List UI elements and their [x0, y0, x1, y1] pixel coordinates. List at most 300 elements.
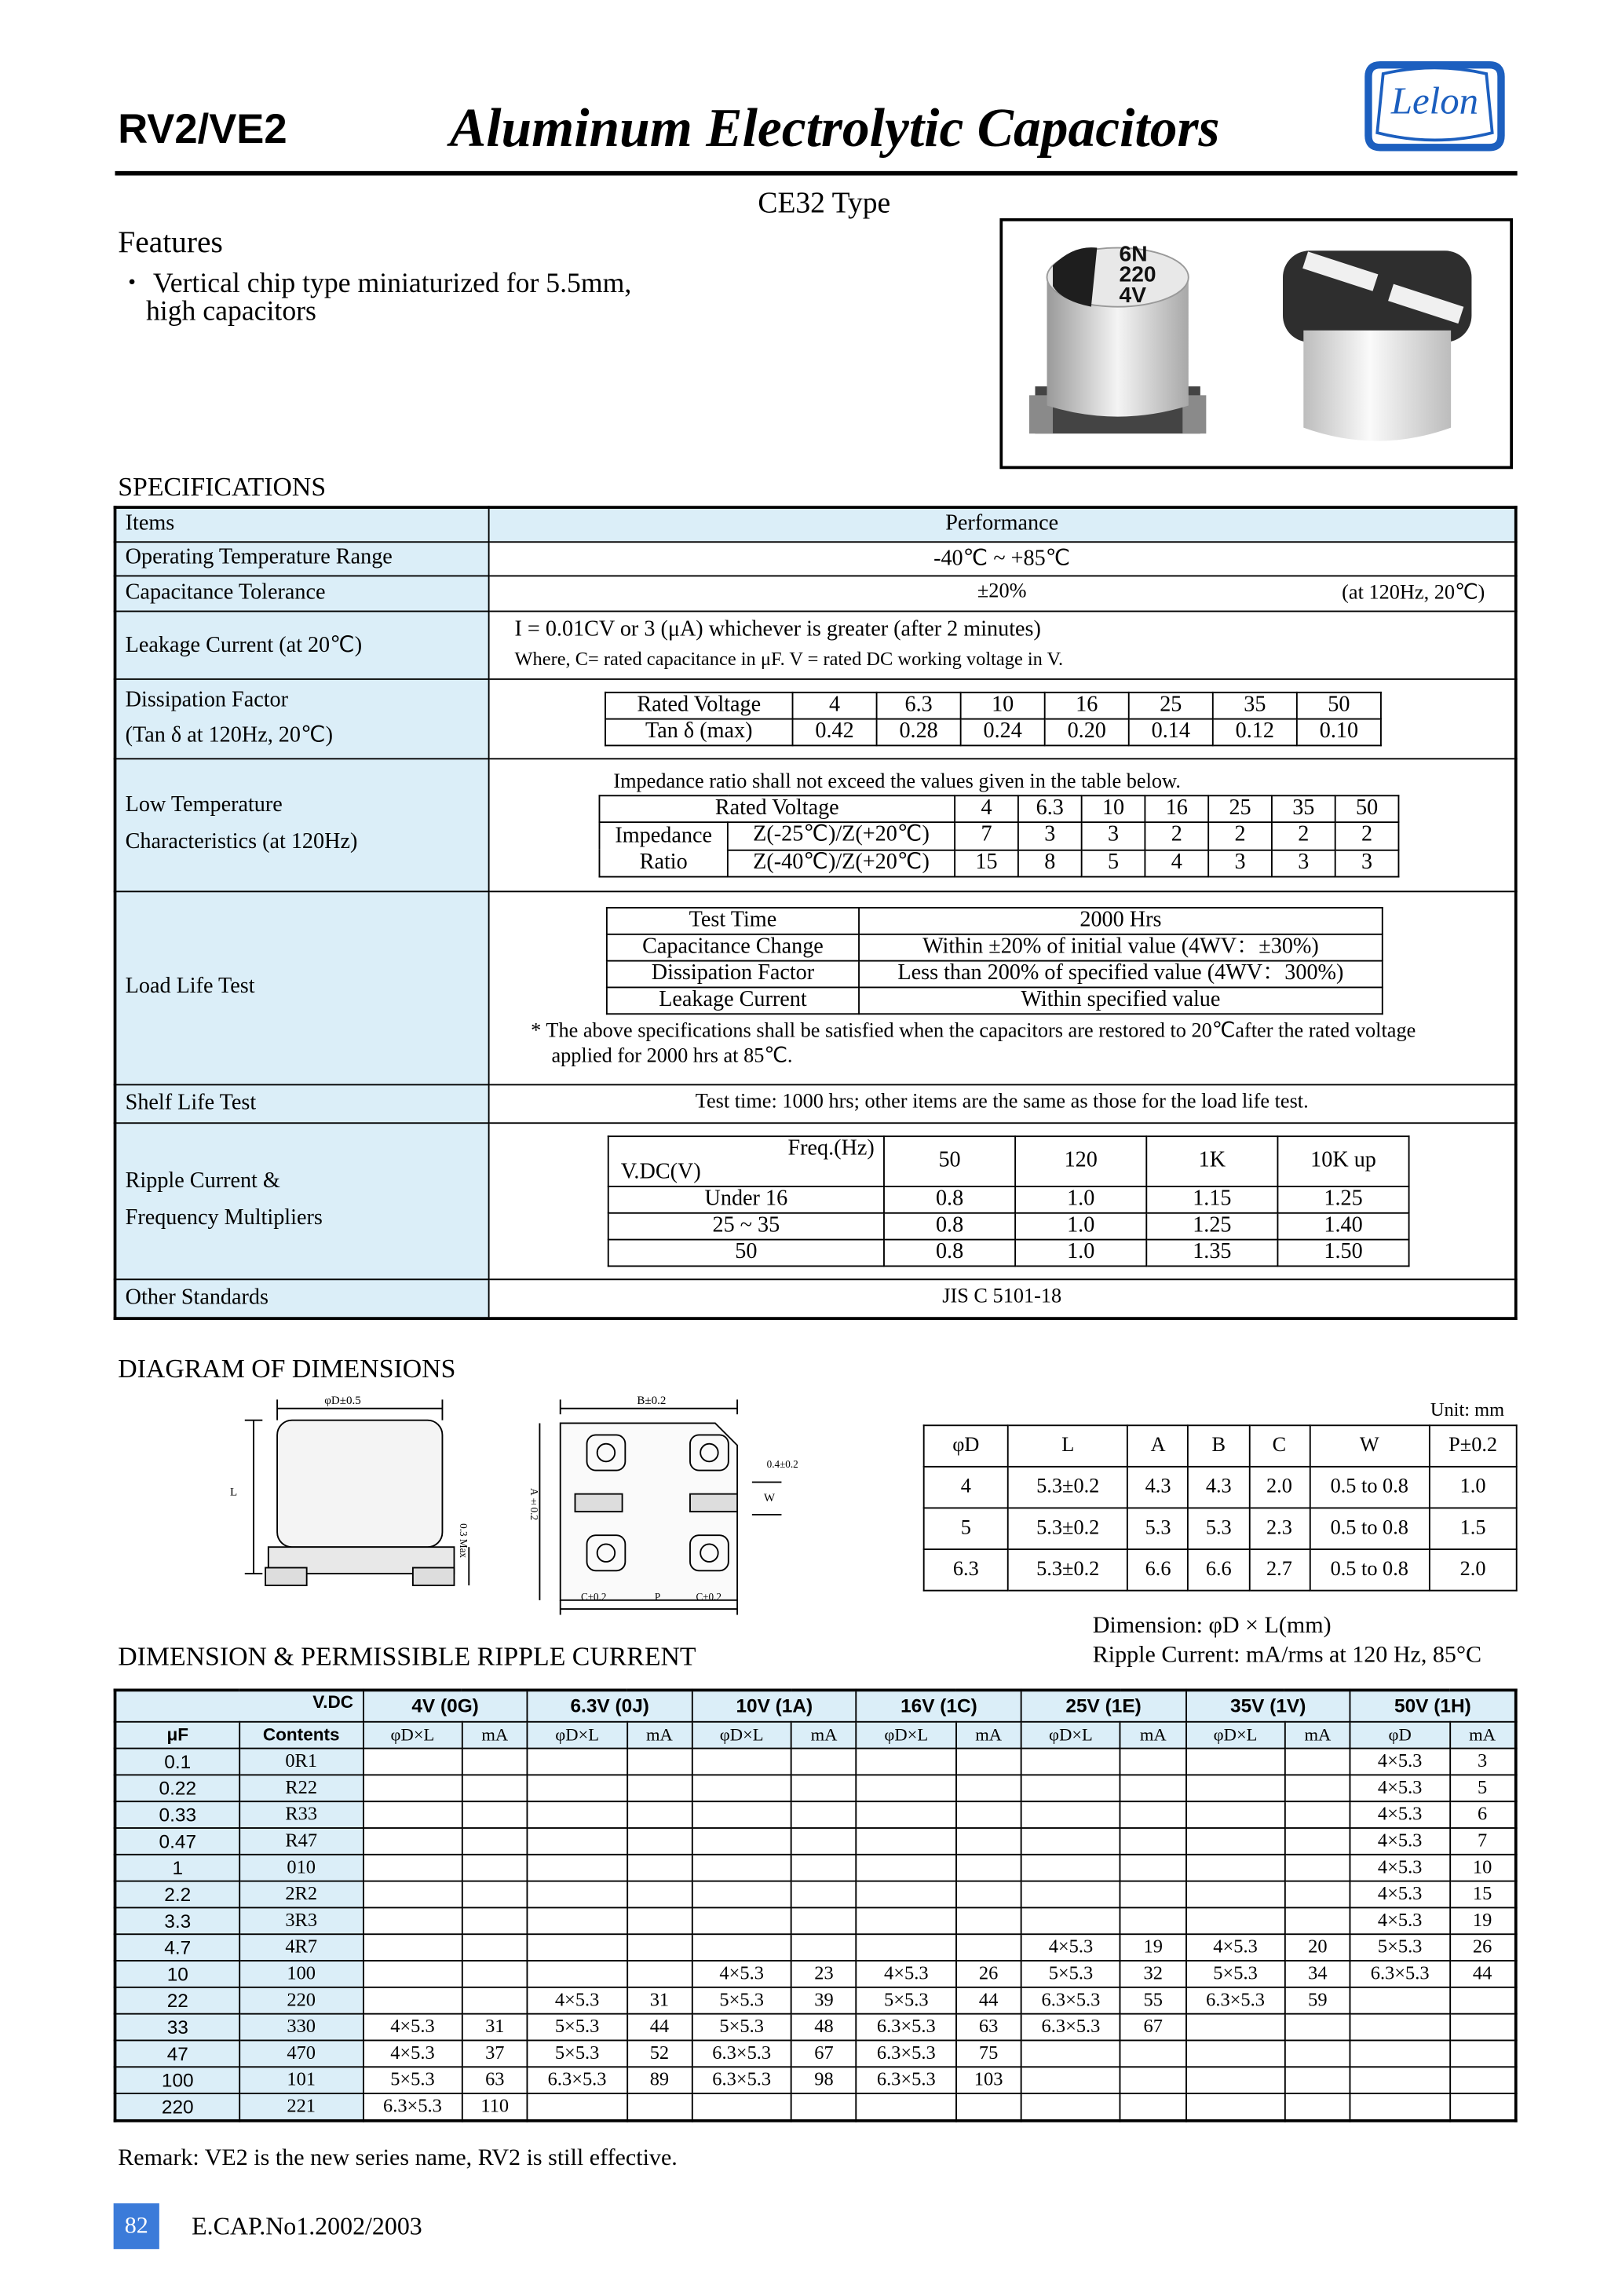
ma-cell: [1285, 1774, 1350, 1801]
model-name: RV2/VE2: [118, 106, 287, 152]
voltage-header: 4V (0G): [363, 1690, 528, 1720]
ll-note-1: * The above specifications shall be satisfied when the capacitors are restored to 20℃after the rated voltage: [531, 1019, 1416, 1042]
catalog-number: E.CAP.No1.2002/2003: [192, 2212, 422, 2240]
size-cell: [1021, 1774, 1120, 1801]
size-cell: 5×5.3: [528, 2013, 627, 2040]
page-title: Aluminum Electrolytic Capacitors: [449, 98, 1220, 159]
dim-header: B: [1189, 1425, 1249, 1467]
table-row: [115, 1987, 1515, 2013]
ma-cell: 63: [462, 2066, 528, 2093]
df-rv-50: 50: [1297, 692, 1381, 718]
size-cell: 6.3×5.3: [857, 2040, 955, 2067]
lt-z1: 3: [1082, 822, 1145, 850]
table-row: [115, 1122, 1515, 1278]
size-cell: [363, 1933, 462, 1960]
ripple-mult-cell: [489, 1122, 1516, 1278]
ll-value: Within ±20% of initial value (4WV：±30%): [859, 934, 1383, 960]
ma-cell: [955, 1801, 1021, 1827]
items-header: Items: [115, 507, 488, 541]
df-rv-4: 4: [793, 692, 877, 718]
ma-cell: 23: [791, 1960, 857, 1987]
fm-cell: 1.0: [1015, 1239, 1146, 1266]
size-cell: 4×5.3: [1350, 1854, 1449, 1881]
size-cell: [857, 2093, 955, 2120]
ma-cell: 7: [1449, 1827, 1515, 1854]
size-cell: [1021, 2093, 1120, 2120]
sub-header: φD×L: [1021, 1721, 1120, 1748]
dim-cell: 1.0: [1430, 1467, 1517, 1508]
size-cell: [363, 1987, 462, 2013]
fm-cell: 25 ~ 35: [608, 1212, 884, 1239]
shelf-life-value: Test time: 1000 hrs; other items are the same as those for the load life test.: [489, 1084, 1516, 1122]
ma-cell: [1120, 1801, 1185, 1827]
table-row: [115, 1907, 1515, 1933]
ma-cell: [791, 1801, 857, 1827]
size-cell: [1021, 2040, 1120, 2067]
sub-header: mA: [791, 1721, 857, 1748]
table-row: [115, 507, 1515, 541]
size-cell: [1185, 1854, 1284, 1881]
lt-rv: 35: [1272, 795, 1335, 822]
ma-cell: 19: [1449, 1907, 1515, 1933]
ma-cell: [955, 1907, 1021, 1933]
voltage-header: 10V (1A): [692, 1690, 857, 1720]
df-row-tan: [605, 718, 1381, 745]
size-cell: [1185, 1881, 1284, 1907]
rc-label-2: Frequency Multipliers: [125, 1206, 323, 1230]
dim-header: C: [1249, 1425, 1310, 1467]
ma-cell: [955, 1827, 1021, 1854]
lt-label-1: Low Temperature: [125, 793, 283, 817]
fm-freq: 50: [884, 1135, 1015, 1186]
ma-cell: 110: [462, 2093, 528, 2120]
size-cell: 4×5.3: [1350, 1881, 1449, 1907]
ma-cell: [791, 1881, 857, 1907]
rc-label-1: Ripple Current &: [125, 1169, 280, 1194]
marking-line-2: 220: [1119, 262, 1156, 288]
ma-cell: 63: [955, 2013, 1021, 2040]
size-cell: [1021, 1827, 1120, 1854]
shelf-life-label: Shelf Life Test: [115, 1084, 488, 1122]
capacitance-cell: 33: [115, 2013, 239, 2040]
df-tan-6.3: 0.28: [877, 718, 961, 745]
ma-cell: 52: [627, 2040, 692, 2067]
size-cell: 4×5.3: [1021, 1933, 1120, 1960]
ma-cell: 3: [1449, 1748, 1515, 1775]
capacitance-cell: 0.22: [115, 1774, 239, 1801]
ma-cell: 31: [627, 1987, 692, 2013]
ma-cell: [1285, 1801, 1350, 1827]
size-cell: [528, 1827, 627, 1854]
size-cell: 4×5.3: [857, 1960, 955, 1987]
size-cell: [857, 1774, 955, 1801]
df-tan-10: 0.24: [961, 718, 1045, 745]
ma-cell: [627, 1960, 692, 1987]
lt-label: [115, 758, 488, 890]
table-row: [115, 541, 1515, 575]
specifications-table: [114, 506, 1518, 1320]
size-cell: [857, 1854, 955, 1881]
size-cell: [692, 1881, 791, 1907]
voltage-header: 6.3V (0J): [528, 1690, 692, 1720]
load-life-label: Load Life Test: [115, 890, 488, 1084]
ma-cell: 98: [791, 2066, 857, 2093]
dimension-note: Dimension: φD × L(mm): [1092, 1613, 1332, 1639]
size-cell: [1350, 2013, 1449, 2040]
ma-cell: [1285, 1748, 1350, 1775]
size-cell: 5×5.3: [363, 2066, 462, 2093]
size-cell: [692, 1827, 791, 1854]
lt-z1: 2: [1145, 822, 1208, 850]
lt-cell: [489, 758, 1516, 890]
ma-cell: [462, 1987, 528, 2013]
lt-rv: 25: [1208, 795, 1272, 822]
load-life-table: [606, 906, 1383, 1014]
capacitance-cell: 0.1: [115, 1748, 239, 1775]
sub-header: mA: [1449, 1721, 1515, 1748]
dim-row: [924, 1549, 1517, 1591]
ma-cell: 20: [1285, 1933, 1350, 1960]
ma-cell: 5: [1449, 1774, 1515, 1801]
dim-label-a: A±0.2: [528, 1488, 540, 1521]
cap-tol-note: (at 120Hz, 20℃): [1342, 581, 1485, 605]
ma-cell: [791, 2093, 857, 2120]
ma-cell: 44: [627, 2013, 692, 2040]
ma-cell: [791, 1907, 857, 1933]
ma-cell: [1120, 1854, 1185, 1881]
size-cell: [1185, 1907, 1284, 1933]
op-temp-value: -40℃ ~ +85℃: [489, 541, 1516, 575]
size-cell: [528, 1933, 627, 1960]
code-cell: 220: [239, 1987, 363, 2013]
size-cell: [692, 1933, 791, 1960]
table-row: [115, 2013, 1515, 2040]
df-cell: [489, 678, 1516, 758]
ma-cell: [1285, 1907, 1350, 1933]
contents-header: Contents: [239, 1721, 363, 1748]
cap-tol-label: Capacitance Tolerance: [115, 575, 488, 610]
sub-header: mA: [627, 1721, 692, 1748]
lt-rv-label: Rated Voltage: [599, 795, 955, 822]
size-cell: 5×5.3: [528, 2040, 627, 2067]
dim-label-p: P: [654, 1591, 661, 1603]
fm-freq-label: Freq.(Hz): [787, 1136, 875, 1161]
lt-table: [599, 795, 1400, 877]
capacitance-cell: 4.7: [115, 1933, 239, 1960]
dim-cell: 5.3: [1189, 1508, 1249, 1549]
lt-impedance-label: [599, 822, 727, 876]
code-cell: 0R1: [239, 1748, 363, 1775]
voltage-header: 16V (1C): [857, 1690, 1021, 1720]
ma-cell: [1285, 2093, 1350, 2120]
df-label-2: (Tan δ at 120Hz, 20℃): [125, 724, 333, 748]
dimension-table: [923, 1424, 1518, 1591]
code-cell: 330: [239, 2013, 363, 2040]
fm-cell: 1.15: [1146, 1186, 1277, 1212]
fm-freq: 120: [1015, 1135, 1146, 1186]
capacitance-cell: 1: [115, 1854, 239, 1881]
ma-cell: 34: [1285, 1960, 1350, 1987]
ma-cell: 89: [627, 2066, 692, 2093]
code-cell: 3R3: [239, 1907, 363, 1933]
ma-cell: [955, 1933, 1021, 1960]
features-bullet: [118, 261, 631, 301]
ma-cell: [462, 1933, 528, 1960]
size-cell: 5×5.3: [857, 1987, 955, 2013]
sub-header: φD: [1350, 1721, 1449, 1748]
size-cell: [1021, 1854, 1120, 1881]
dimension-drawing: [221, 1394, 841, 1615]
fm-row: [608, 1186, 1409, 1212]
bullet-glyph: ・: [118, 268, 146, 300]
ma-cell: [791, 1933, 857, 1960]
df-rv-35: 35: [1213, 692, 1297, 718]
code-cell: R47: [239, 1827, 363, 1854]
size-cell: [857, 1881, 955, 1907]
voltage-header: 50V (1H): [1350, 1690, 1516, 1720]
size-cell: 4×5.3: [1350, 1801, 1449, 1827]
lt-z2: 3: [1208, 850, 1272, 877]
lt-rv: 6.3: [1018, 795, 1082, 822]
df-rv-16: 16: [1045, 692, 1129, 718]
ma-cell: 32: [1120, 1960, 1185, 1987]
ma-cell: 59: [1285, 1987, 1350, 2013]
table-row: [115, 1801, 1515, 1827]
size-cell: 5×5.3: [1185, 1960, 1284, 1987]
ma-cell: [791, 1748, 857, 1775]
size-cell: 4×5.3: [363, 2040, 462, 2067]
size-cell: [528, 1854, 627, 1881]
size-cell: [363, 1748, 462, 1775]
dim-cell: 2.0: [1249, 1467, 1310, 1508]
size-cell: 4×5.3: [1185, 1933, 1284, 1960]
ma-cell: [1449, 2040, 1515, 2067]
table-row: [115, 1774, 1515, 1801]
table-row: [115, 2066, 1515, 2093]
remark: Remark: VE2 is the new series name, RV2 is still effective.: [118, 2145, 678, 2171]
code-cell: 221: [239, 2093, 363, 2120]
dim-label-phid: φD±0.5: [324, 1393, 361, 1407]
sub-header: φD×L: [528, 1721, 627, 1748]
sub-header: mA: [462, 1721, 528, 1748]
ripple-current-note: Ripple Current: mA/rms at 120 Hz, 85°C: [1092, 1643, 1482, 1669]
ma-cell: 48: [791, 2013, 857, 2040]
size-cell: 5×5.3: [692, 2013, 791, 2040]
size-cell: [1350, 2066, 1449, 2093]
lt-z2: 3: [1335, 850, 1399, 877]
vdc-header: V.DC: [115, 1690, 363, 1720]
ma-cell: [1285, 1881, 1350, 1907]
size-cell: [857, 1827, 955, 1854]
brand-logo: [1362, 59, 1507, 153]
df-tan-25: 0.14: [1129, 718, 1213, 745]
size-cell: [1185, 2013, 1284, 2040]
dim-cell: 4.3: [1189, 1467, 1249, 1508]
size-cell: 5×5.3: [692, 1987, 791, 2013]
dim-label-c1: C±0.2: [581, 1591, 607, 1603]
capacitance-cell: 2.2: [115, 1881, 239, 1907]
unit-label: Unit: mm: [1430, 1398, 1505, 1420]
logo-text: Lelon: [1390, 79, 1479, 122]
series-type: CE32 Type: [758, 187, 891, 220]
dim-header: P±0.2: [1430, 1425, 1517, 1467]
size-cell: [1185, 1748, 1284, 1775]
ripple-mult-label: [115, 1122, 488, 1278]
fm-cell: 0.8: [884, 1239, 1015, 1266]
size-cell: [692, 1907, 791, 1933]
table-row: [115, 611, 1515, 678]
lt-z1: 7: [955, 822, 1018, 850]
dim-header: φD: [924, 1425, 1008, 1467]
ll-item: Dissipation Factor: [607, 960, 859, 987]
table-row: [115, 1854, 1515, 1881]
capacitance-cell: 0.33: [115, 1801, 239, 1827]
ma-cell: [955, 2093, 1021, 2120]
ma-cell: 6: [1449, 1801, 1515, 1827]
size-cell: 5×5.3: [1350, 1933, 1449, 1960]
dim-label-w: W: [763, 1490, 776, 1504]
size-cell: [1021, 1881, 1120, 1907]
product-photo: [999, 218, 1513, 469]
ma-cell: [462, 1907, 528, 1933]
ma-cell: [627, 1907, 692, 1933]
lt-z1: 2: [1208, 822, 1272, 850]
table-row: [115, 2040, 1515, 2067]
sub-header: mA: [1120, 1721, 1185, 1748]
df-table: [605, 691, 1382, 745]
fm-freq: 1K: [1146, 1135, 1277, 1186]
size-cell: [1021, 1801, 1120, 1827]
fm-corner-cell: [608, 1135, 884, 1186]
capacitance-cell: 22: [115, 1987, 239, 2013]
lt-z1-label: Z(-25℃)/Z(+20℃): [728, 822, 955, 850]
size-cell: 4×5.3: [692, 1960, 791, 1987]
capacitance-cell: 100: [115, 2066, 239, 2093]
size-cell: [1350, 2040, 1449, 2067]
table-row: [115, 2093, 1515, 2120]
load-life-cell: [489, 890, 1516, 1084]
fm-cell: 1.50: [1277, 1239, 1408, 1266]
size-cell: 6.3×5.3: [857, 2013, 955, 2040]
ll-item: Test Time: [607, 907, 859, 934]
fm-cell: 1.25: [1146, 1212, 1277, 1239]
ma-cell: [1120, 2093, 1185, 2120]
size-cell: [1185, 1827, 1284, 1854]
dim-cell: 1.5: [1430, 1508, 1517, 1549]
code-cell: R22: [239, 1774, 363, 1801]
dim-label-b: B±0.2: [637, 1393, 667, 1407]
leakage-cell: [489, 611, 1516, 678]
dim-label-l: L: [229, 1485, 238, 1499]
dim-cell: 2.7: [1249, 1549, 1310, 1591]
ma-cell: [1120, 2066, 1185, 2093]
ll-value: Less than 200% of specified value (4WV：300%): [859, 960, 1383, 987]
code-cell: 100: [239, 1960, 363, 1987]
cap-tol-cell: [489, 575, 1516, 610]
size-cell: [857, 1907, 955, 1933]
size-cell: 6.3×5.3: [1021, 1987, 1120, 2013]
ma-cell: [462, 1827, 528, 1854]
lt-z1: 2: [1272, 822, 1335, 850]
size-cell: [1185, 1801, 1284, 1827]
code-cell: 470: [239, 2040, 363, 2067]
ll-row: [607, 987, 1383, 1014]
ma-cell: [1120, 1774, 1185, 1801]
lt-imp-2: Ratio: [639, 850, 688, 875]
dim-row: [924, 1467, 1517, 1508]
df-rv-10: 10: [961, 692, 1045, 718]
ma-cell: [955, 1854, 1021, 1881]
size-cell: [692, 1801, 791, 1827]
other-std-value: JIS C 5101-18: [489, 1278, 1516, 1318]
ma-cell: [955, 1881, 1021, 1907]
df-label: [115, 678, 488, 758]
size-cell: 6.3×5.3: [528, 2066, 627, 2093]
df-label-1: Dissipation Factor: [125, 689, 289, 713]
ma-cell: [1449, 2013, 1515, 2040]
table-row: [115, 890, 1515, 1084]
table-row: [115, 1933, 1515, 1960]
df-tan-35: 0.12: [1213, 718, 1297, 745]
ma-cell: [1120, 1907, 1185, 1933]
leakage-line-2: Where, C= rated capacitance in μF. V = rated DC working voltage in V.: [514, 647, 1064, 670]
ma-cell: 55: [1120, 1987, 1185, 2013]
ma-cell: 19: [1120, 1933, 1185, 1960]
size-cell: [1185, 2066, 1284, 2093]
ma-cell: [955, 1774, 1021, 1801]
size-cell: 4×5.3: [1350, 1774, 1449, 1801]
dim-header: W: [1310, 1425, 1429, 1467]
dim-header-row: [924, 1425, 1517, 1467]
fm-freq: 10K up: [1277, 1135, 1408, 1186]
size-cell: [363, 1854, 462, 1881]
diagram-heading: DIAGRAM OF DIMENSIONS: [118, 1354, 456, 1384]
size-cell: [1021, 1748, 1120, 1775]
size-cell: [692, 1854, 791, 1881]
sub-header: mA: [1285, 1721, 1350, 1748]
ripple-heading: DIMENSION & PERMISSIBLE RIPPLE CURRENT: [118, 1641, 696, 1671]
dim-header: A: [1127, 1425, 1188, 1467]
ma-cell: 37: [462, 2040, 528, 2067]
size-cell: 6.3×5.3: [1021, 2013, 1120, 2040]
table-row: [115, 1827, 1515, 1854]
ll-value: 2000 Hrs: [859, 907, 1383, 934]
ma-cell: [791, 1774, 857, 1801]
size-cell: [528, 1748, 627, 1775]
df-tan-50: 0.10: [1297, 718, 1381, 745]
fm-cell: 1.0: [1015, 1212, 1146, 1239]
size-cell: 4×5.3: [363, 2013, 462, 2040]
dim-cell: 0.5 to 0.8: [1310, 1508, 1429, 1549]
size-cell: [363, 1960, 462, 1987]
size-cell: [363, 1907, 462, 1933]
lt-label-2: Characteristics (at 120Hz): [125, 830, 358, 854]
size-cell: [692, 1748, 791, 1775]
ma-cell: [955, 1748, 1021, 1775]
ma-cell: [1285, 2040, 1350, 2067]
size-cell: 4×5.3: [1350, 1907, 1449, 1933]
ma-cell: [1120, 1827, 1185, 1854]
ma-cell: [1449, 2066, 1515, 2093]
uf-header: μF: [115, 1721, 239, 1748]
fm-cell: 0.8: [884, 1186, 1015, 1212]
table-row: [115, 575, 1515, 610]
sub-header: φD×L: [692, 1721, 791, 1748]
sub-header: mA: [955, 1721, 1021, 1748]
size-cell: [528, 1801, 627, 1827]
ma-cell: [1120, 2040, 1185, 2067]
ma-cell: [462, 1960, 528, 1987]
